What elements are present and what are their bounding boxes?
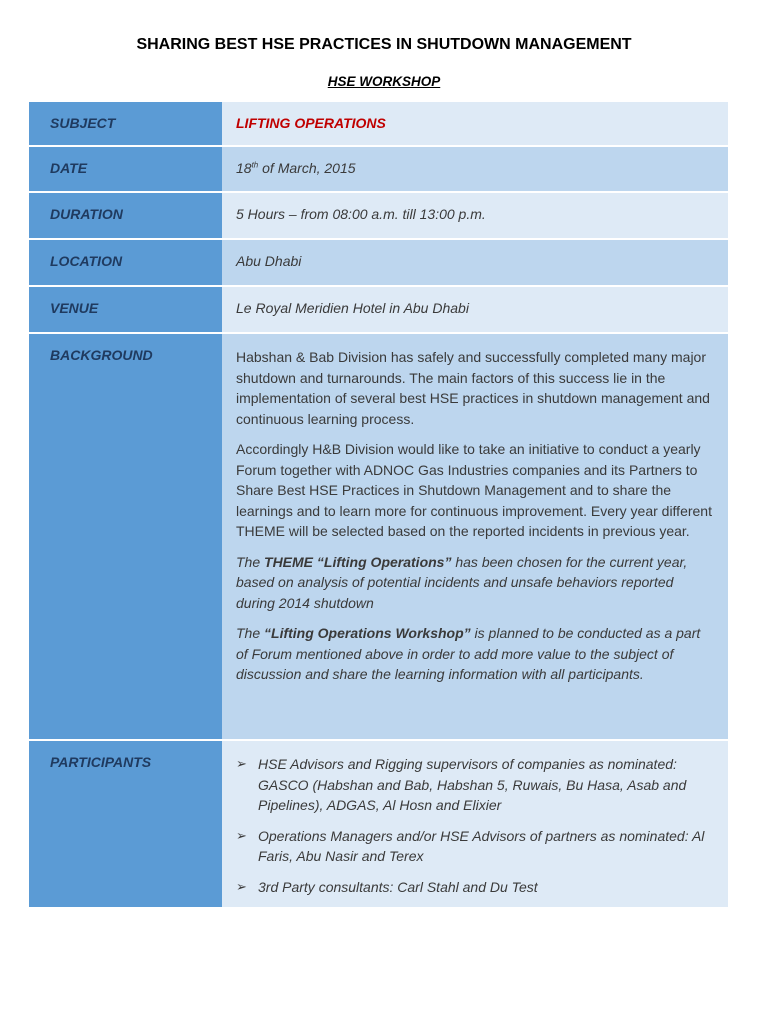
- row-participants: [29, 740, 728, 908]
- p4-workshop: “Lifting Operations Workshop”: [264, 625, 471, 641]
- p3-theme: THEME “Lifting Operations”: [264, 553, 452, 570]
- date-rest: of March, 2015: [258, 160, 356, 176]
- row-location: [29, 239, 728, 286]
- workshop-info-table: [29, 102, 728, 909]
- participant-text: 3rd Party consultants: Carl Stahl and Du Test: [258, 878, 538, 895]
- arrow-bullet-icon: ➢: [236, 756, 247, 771]
- arrow-bullet-icon: ➢: [236, 827, 247, 843]
- value-venue: Le Royal Meridien Hotel in Abu Dhabi: [222, 286, 728, 333]
- background-paragraph-3: [236, 552, 714, 614]
- value-duration: 5 Hours – from 08:00 a.m. till 13:00 p.m.: [222, 192, 728, 239]
- arrow-bullet-icon: ➢: [236, 878, 247, 894]
- subject-text: LIFTING OPERATIONS: [236, 115, 386, 131]
- value-location: Abu Dhabi: [222, 239, 728, 286]
- background-paragraph-4: [236, 623, 714, 685]
- label-duration: DURATION: [29, 192, 222, 239]
- date-suffix: th: [251, 160, 259, 170]
- row-venue: [29, 286, 728, 333]
- p3-pre: The: [236, 553, 265, 570]
- list-item: [236, 877, 714, 898]
- value-background: [222, 333, 728, 740]
- date-day: 18: [236, 160, 252, 176]
- row-subject: [29, 102, 728, 146]
- label-location: LOCATION: [29, 239, 222, 286]
- row-background: [29, 333, 728, 740]
- label-background: BACKGROUND: [29, 333, 222, 740]
- row-duration: [29, 192, 728, 239]
- background-paragraph-1: Habshan & Bab Division has safely and successfully completed many major shutdown and turnarounds. The main factors of this success lie in the implementation of several best HSE practices in shutdown management and continuous learning process.: [236, 349, 710, 427]
- label-participants: PARTICIPANTS: [29, 740, 222, 908]
- background-paragraph-2: Accordingly H&B Division would like to take an initiative to conduct a yearly Forum together with ADNOC Gas Industries companies and its Partners to Share Best HSE Practices in Shutdown Management and to share the learnings and to learn more for continuous improvement. Every year different THEME will be selected based on the reported incidents in previous year.: [236, 441, 712, 539]
- label-venue: VENUE: [29, 286, 222, 333]
- participants-list: [236, 754, 714, 897]
- participant-text: Operations Managers and/or HSE Advisors of partners as nominated: Al Faris, Abu Nasir and Terex: [258, 827, 705, 864]
- document-subtitle: HSE WORKSHOP: [327, 74, 441, 89]
- label-subject: SUBJECT: [29, 102, 222, 146]
- row-date: [29, 146, 728, 192]
- list-item: [236, 826, 714, 867]
- label-date: DATE: [29, 146, 222, 192]
- p3-post: has been chosen for the current year, based on analysis of potential incidents and unsafe behaviors reported during 2014 shutdown: [236, 553, 688, 611]
- p4-post: is planned to be conducted as a part of Forum mentioned above in order to add more value to the subject of discussion and share the learning information with all participants.: [236, 625, 701, 682]
- p4-pre: The: [236, 625, 265, 641]
- value-date: [222, 146, 728, 192]
- value-subject: [222, 102, 728, 146]
- document-title: SHARING BEST HSE PRACTICES IN SHUTDOWN MANAGEMENT: [136, 36, 632, 53]
- value-participants: [222, 740, 728, 908]
- list-item: [236, 754, 714, 816]
- participant-text: HSE Advisors and Rigging supervisors of companies as nominated: GASCO (Habshan and Bab, Habshan 5, Ruwais, Bu Hasa, Asab and Pipelines), ADGAS, Al Hosn and Elixier: [258, 756, 687, 813]
